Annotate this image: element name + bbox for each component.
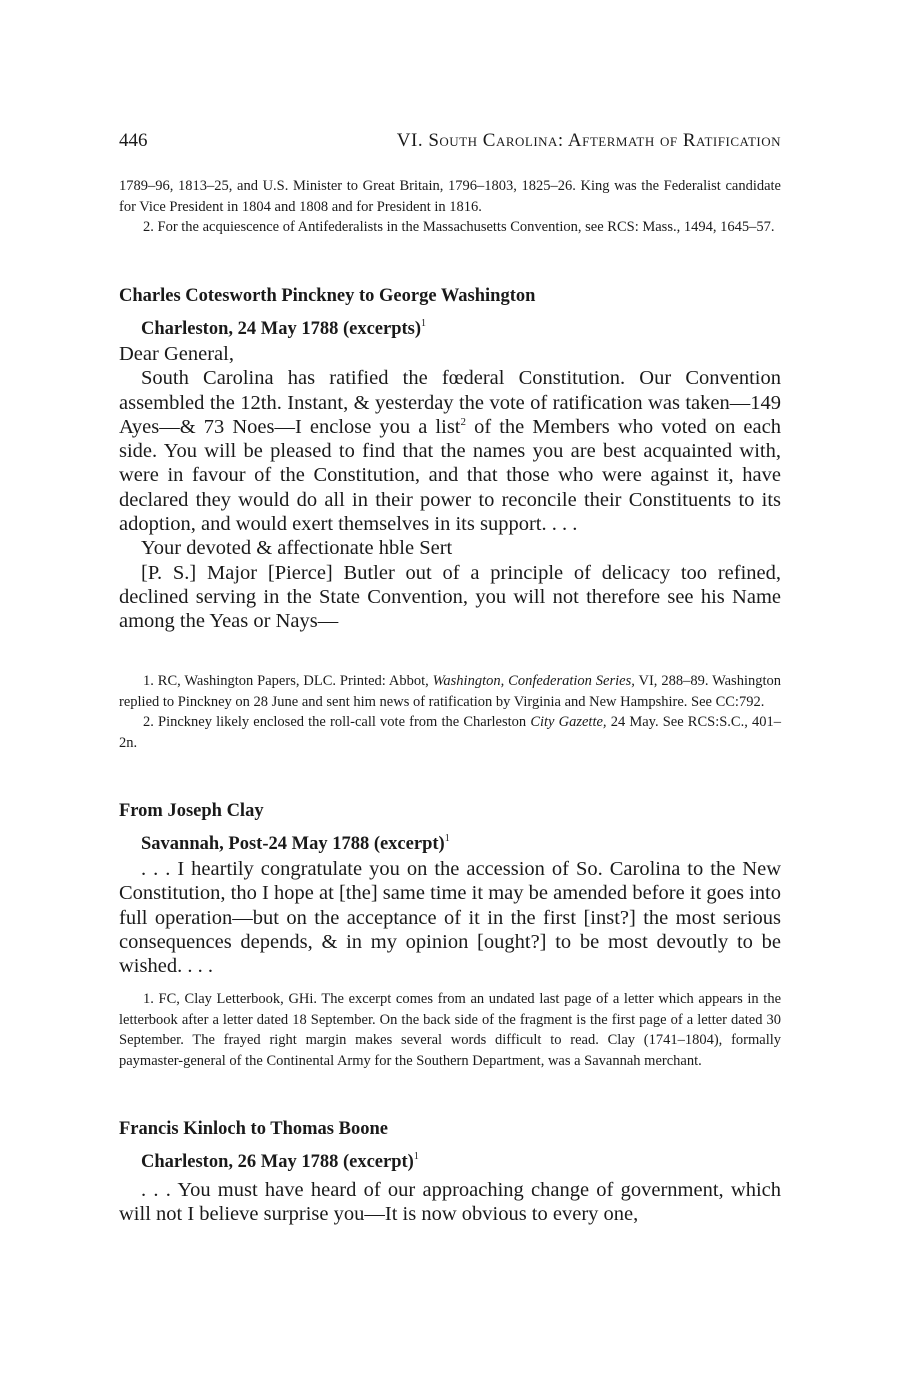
pinckney-title: Charles Cotesworth Pinckney to George Washington xyxy=(119,286,536,306)
footnote-ref: 1 xyxy=(444,833,450,844)
document-page xyxy=(119,126,782,1226)
pinckney-letter xyxy=(119,342,781,634)
letter-paragraph: South Carolina has ratified the fœderal Constitution. Our Convention assembled the 12th. Instant, & yesterday the vote of ratification was taken—149 Ayes—& 73 Noes—I enclose you a list$^2$ of the Members who voted on each side. You will be pleased to find that the names you are best acquainted with, were in favour of the Constitution, and that those who were against it, have declared they would do all in their power to reconcile their Constituents to its adoption, and would exert themselves in its support. . . . xyxy=(119,367,781,536)
postscript: [P. S.] Major [Pierce] Butler out of a principle of delicacy too refined, declined serving in the State Convention, you will not therefore see his Name among the Yeas or Nays— xyxy=(119,561,781,633)
footnote-continuation: 1789–96, 1813–25, and U.S. Minister to Great Britain, 1796–1803, 1825–26. King was the Federalist candidate for Vice President in 1804 and 1808 and for President in 1816. xyxy=(119,178,781,215)
salutation: Dear General, xyxy=(119,343,234,365)
footnote-1: 1. FC, Clay Letterbook, GHi. The excerpt comes from an undated last page of a letter which appears in the letterbook after a letter dated 18 September. On the back side of the fragment is the first page of a letter dated 30 September. The frayed right margin makes several words difficult to read. Clay (1741–1804), formally paymaster-general of the Continental Army for the Southern Department, was a Savannah merchant. xyxy=(119,991,781,1069)
closing: Your devoted & affectionate hble Sert xyxy=(141,537,453,560)
clay-title: From Joseph Clay xyxy=(119,801,264,821)
footnote-ref: 2 xyxy=(460,415,466,428)
kinloch-subtitle: Charleston, 26 May 1788 (excerpt)$^1$ xyxy=(141,1151,419,1172)
running-head xyxy=(119,126,781,156)
clay-subtitle: Savannah, Post-24 May 1788 (excerpt)$^1$ xyxy=(141,833,450,854)
page-number: 446 xyxy=(119,130,148,151)
clay-heading xyxy=(119,798,781,858)
footnote-1: 1. RC, Washington Papers, DLC. Printed: Abbot, Washington, Confederation Series, VI, 288–89. Washington replied to Pinckney on 28 June and sent him news of ratification by Virginia and New Hampshire. See CC:792. xyxy=(119,673,782,710)
footnote-2: 2. Pinckney likely enclosed the roll-call vote from the Charleston City Gazette, 24 May. See RCS:S.C., 401–2n. xyxy=(119,714,781,751)
pinckney-footnotes xyxy=(119,671,781,753)
top-footnotes xyxy=(119,176,781,238)
letter-paragraph: . . . I heartily congratulate you on the accession of So. Carolina to the New Constitution, tho I hope at [the] same time it may be amended before it goes into full operation—but on the acceptance of it in the first [inst?] the most serious consequences depends, & in my opinion [ought?] to be most devoutly to be wished. . . . xyxy=(119,858,781,978)
footnote-ref: 1 xyxy=(421,318,427,329)
clay-letter xyxy=(119,857,781,978)
letter-paragraph: . . . You must have heard of our approaching change of government, which will not I believe surprise you—It is now obvious to every one, xyxy=(119,1179,781,1226)
clay-footnotes xyxy=(119,989,781,1071)
kinloch-title: Francis Kinloch to Thomas Boone xyxy=(119,1119,388,1139)
pinckney-heading xyxy=(119,283,781,343)
footnote-ref: 1 xyxy=(413,1151,419,1162)
running-title: VI. South Carolina: Aftermath of Ratification xyxy=(396,130,781,151)
kinloch-letter xyxy=(119,1178,781,1227)
footnote-2: 2. For the acquiescence of Antifederalists in the Massachusetts Convention, see RCS: Mass., 1494, 1645–57. xyxy=(143,219,775,235)
kinloch-heading xyxy=(119,1116,781,1176)
pinckney-subtitle: Charleston, 24 May 1788 (excerpts)$^1$ xyxy=(141,318,427,339)
